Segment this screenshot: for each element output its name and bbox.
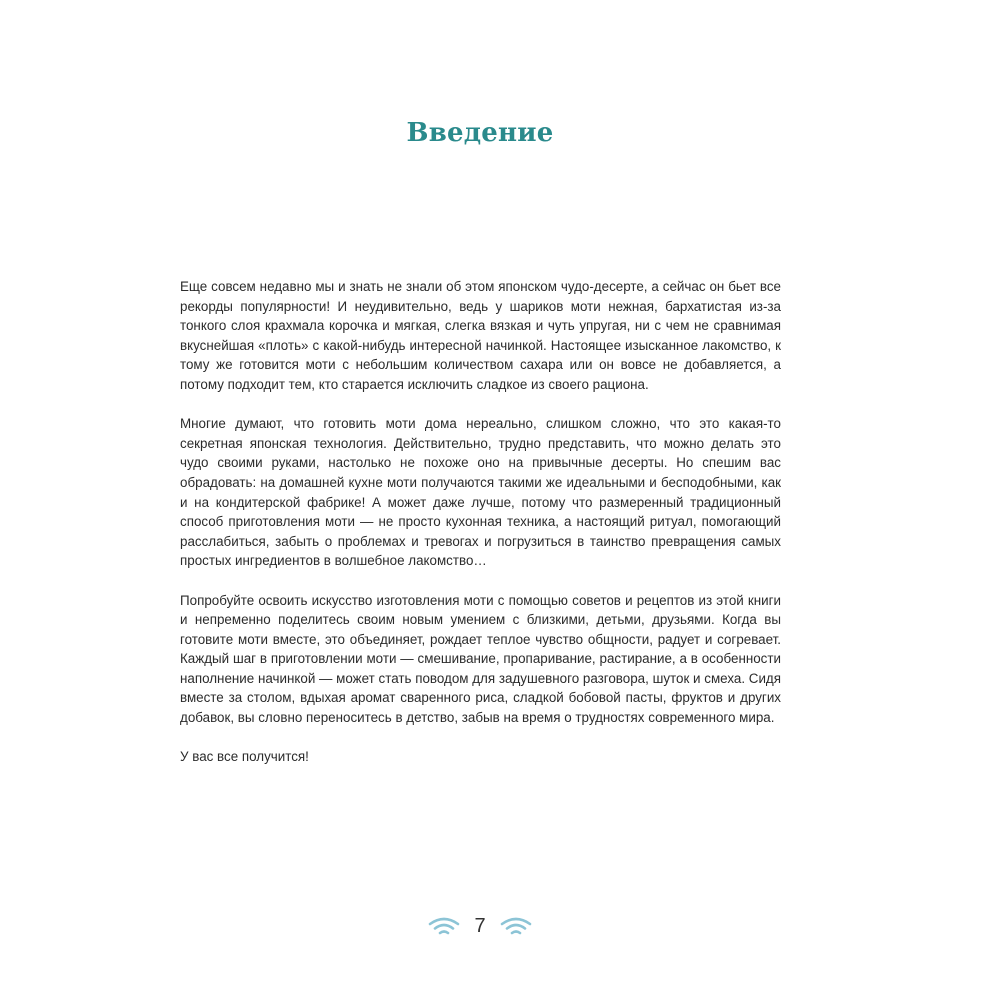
paragraph-1: Еще совсем недавно мы и знать не знали об этом японском чудо‑десерте, а сейчас он бьет все рекорды популярности! И неудивительно, ведь у шариков моти нежная, бархатистая из‑за тонкого слоя крахмала корочка и мягкая, слегка вязкая и чуть упругая, ни с чем не сравнимая вкуснейшая «плоть» с какой‑нибудь интересной начинкой. Настоящее изысканное лакомство, к тому же готовится моти с небольшим количеством сахара или он вовсе не добавляется, а потому подходит тем, кто старается исключить сладкое из своего рациона. — [180, 279, 781, 392]
paragraph-3: Попробуйте освоить искусство изготовления моти с помощью советов и рецептов из этой книги и непременно поделитесь своим новым умением с близкими, детьми, друзьями. Когда вы готовите моти вместе, это объединяет, рождает теплое чувство общности, радует и согревает. Каждый шаг в приготовлении моти — смешивание, пропаривание, растирание, а в особенности наполнение начинкой — может стать поводом для задушевного разговора, шуток и смеха. Сидя вместе за столом, вдыхая аромат сваренного риса, сладкой бобовой пасты, фруктов и других добавок, вы словно переноситесь в детство, забыв на время о трудностях современного мира. — [180, 592, 781, 726]
page-number: 7 — [474, 915, 486, 937]
paragraph-4: У вас все получится! — [180, 749, 309, 765]
paragraph-2: Многие думают, что готовить моти дома нереально, слишком сложно, что это какая‑то секретная японская технология. Действительно, трудно представить, что можно делать это чудо своими руками, настолько не похоже оно на привычные десерты. Но спешим вас обрадовать: на домашней кухне моти получаются такими же идеальными и бесподобными, как и на кондитерской фабрике! А может даже лучше, потому что размеренный традиционный способ приготовления моти — не просто кухонная техника, а настоящий ритуал, помогающий расслабиться, забыть о проблемах и тревогах и погрузиться в таинство превращения самых простых ингредиентов в волшебное лакомство… — [180, 416, 781, 569]
wifi-wave-icon-right — [500, 916, 532, 936]
page-title: Введение — [406, 118, 554, 148]
wifi-wave-icon-left — [428, 916, 460, 936]
body-text — [180, 277, 781, 767]
page-footer — [0, 910, 960, 942]
